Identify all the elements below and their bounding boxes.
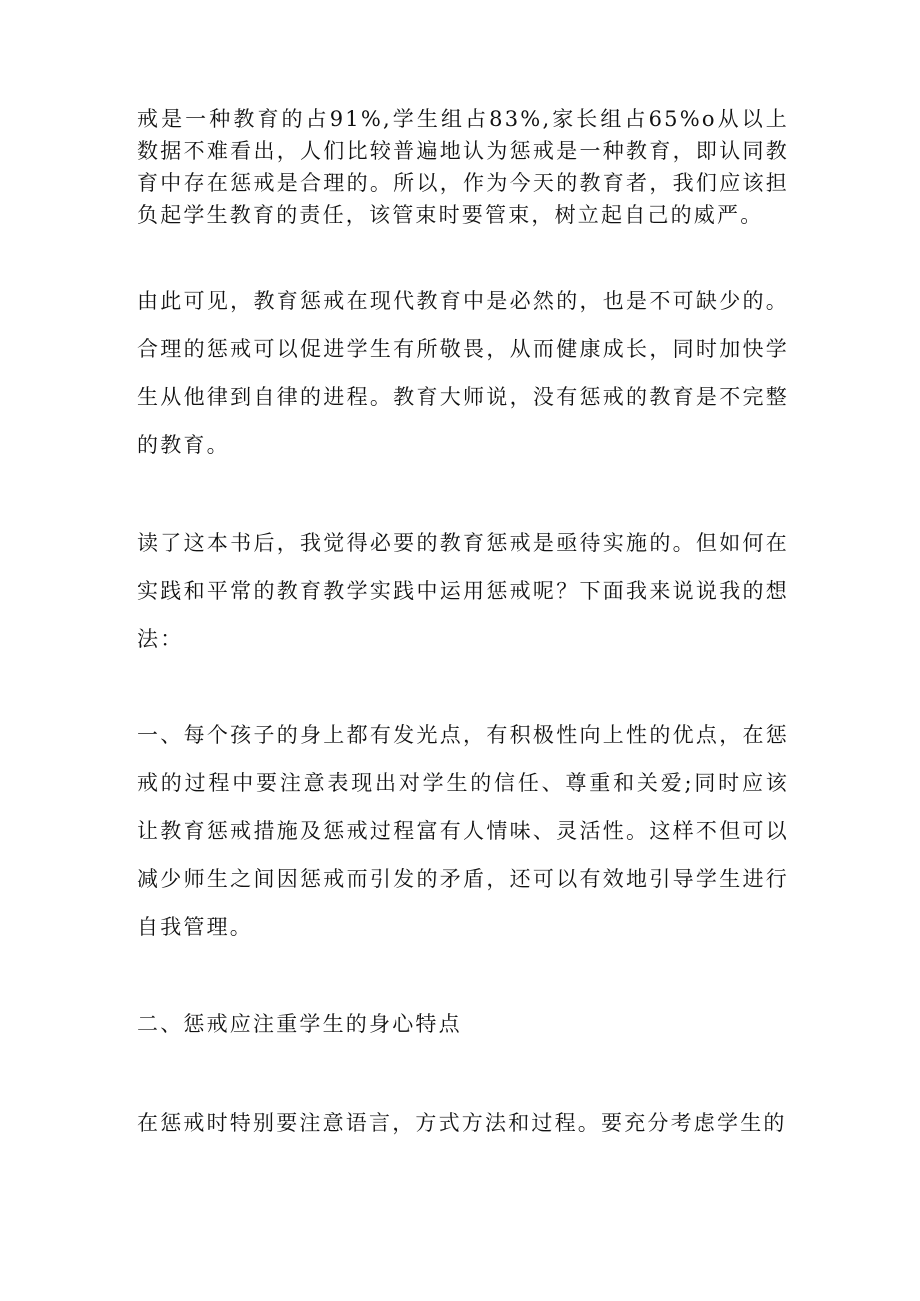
paragraph-survey-results: 戒是一种教育的占91%,学生组占83%,家长组占65%o从以上数据不难看出，人们比较普遍地认为惩戒是一种教育，即认同教育中存在惩戒是合理的。所以，作为今天的教育者，我们应该担负起学生教育的责任，该管束时要管束，树立起自己的威严。	[137, 107, 789, 227]
heading-point-two: 二、惩戒应注重学生的身心特点	[137, 1012, 462, 1036]
paragraph-point-one: 一、每个孩子的身上都有发光点，有积极性向上性的优点，在惩戒的过程中要注意表现出对学生的信任、尊重和关爱;同时应该让教育惩戒措施及惩戒过程富有人情味、灵活性。这样不但可以减少师生之间因惩戒而引发的矛盾，还可以有效地引导学生进行自我管理。	[137, 723, 789, 939]
paragraph-reading-reflection: 读了这本书后，我觉得必要的教育惩戒是亟待实施的。但如何在实践和平常的教育教学实践中运用惩戒呢？下面我来说说我的想法：	[137, 531, 789, 651]
paragraph-conclusion: 由此可见，教育惩戒在现代教育中是必然的，也是不可缺少的。合理的惩戒可以促进学生有所敬畏，从而健康成长，同时加快学生从他律到自律的进程。教育大师说，没有惩戒的教育是不完整的教育。	[137, 289, 789, 457]
paragraph-point-two-body: 在惩戒时特别要注意语言，方式方法和过程。要充分考虑学生的	[137, 1111, 787, 1135]
